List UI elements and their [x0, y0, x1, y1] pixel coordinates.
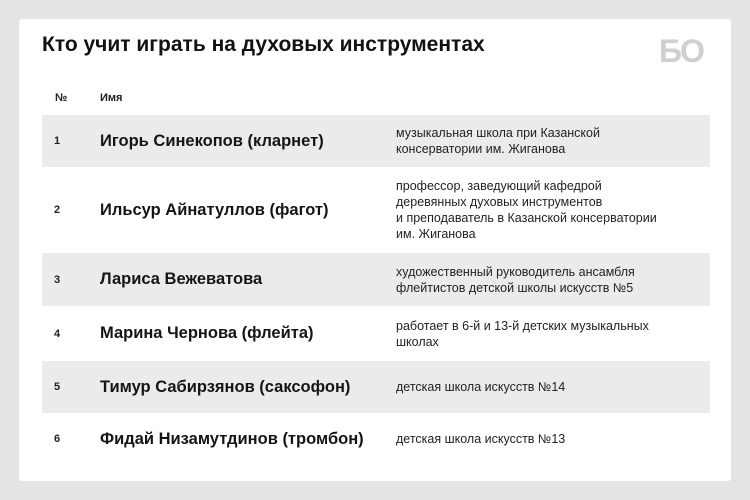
teacher-name: Марина Чернова (флейта)	[100, 324, 314, 342]
info-line: и преподаватель в Казанской консерватории	[396, 211, 657, 225]
info-line: детская школа искусств №13	[396, 432, 566, 446]
info-line: деревянных духовых инструментов	[396, 195, 603, 209]
teacher-name: Игорь Синекопов (кларнет)	[100, 131, 324, 150]
row-number: 6	[54, 433, 61, 445]
teacher-name: Тимур Сабирзянов (саксофон)	[100, 377, 351, 396]
table-card	[19, 19, 731, 481]
table-row	[42, 413, 710, 465]
info-line: профессор, заведующий кафедрой	[396, 179, 602, 193]
info-line: музыкальная школа при Казанской	[396, 126, 600, 140]
bo-logo-text: БО	[659, 33, 703, 67]
table-row	[42, 167, 710, 253]
teacher-info	[396, 318, 696, 350]
page-title: Кто учит играть на духовых инструментах	[42, 33, 485, 56]
table-row	[42, 306, 710, 361]
column-header-number: №	[55, 92, 68, 104]
table-row	[42, 361, 710, 413]
table-row	[42, 115, 710, 167]
info-line: им. Жиганова	[396, 227, 476, 241]
info-line: работает в 6-й и 13-й детских музыкальных	[396, 318, 649, 333]
info-line: художественный руководитель ансамбля	[396, 264, 635, 279]
row-number: 2	[54, 204, 61, 216]
bo-logo	[659, 33, 709, 67]
teacher-info	[396, 431, 696, 447]
table-body	[42, 115, 710, 465]
column-header-name: Имя	[100, 92, 123, 104]
info-line: флейтистов детской школы искусств №5	[396, 280, 634, 295]
row-number: 1	[54, 135, 61, 147]
row-number: 5	[54, 381, 61, 393]
teacher-info	[396, 125, 696, 157]
info-line: консерватории им. Жиганова	[396, 142, 566, 156]
row-number: 4	[54, 327, 61, 340]
teacher-info	[396, 178, 696, 242]
table-row	[42, 253, 710, 306]
teacher-name: Лариса Вежеватова	[100, 270, 263, 288]
teacher-name: Фидай Низамутдинов (тромбон)	[100, 429, 364, 448]
row-number: 3	[54, 273, 61, 286]
teacher-info	[396, 264, 696, 296]
teacher-name: Ильсур Айнатуллов (фагот)	[100, 200, 329, 219]
info-line: школах	[396, 334, 439, 349]
teacher-info	[396, 379, 696, 395]
info-line: детская школа искусств №14	[396, 380, 566, 394]
